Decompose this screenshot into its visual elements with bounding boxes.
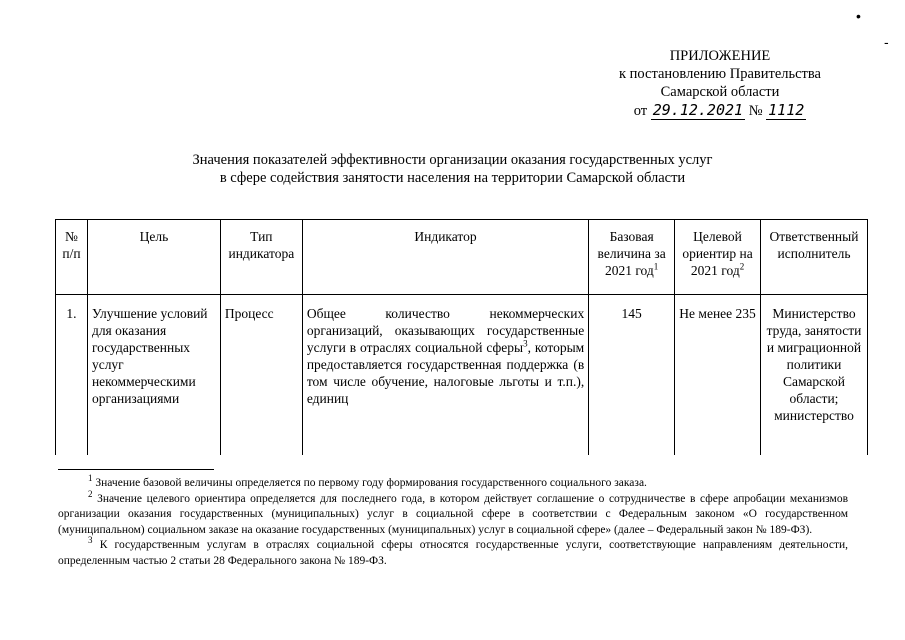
cell-goal: Улучшение условий для оказания государственных услуг некоммерческими организациями	[87, 295, 220, 456]
document-title-line-1: Значения показателей эффективности организации оказания государственных услуг	[192, 152, 713, 168]
footnote-2-text: Значение целевого ориентира определяется для последнего года, в котором действует соглашение о сотрудничестве в сфере апробации механизмов организации оказания государственных (муниципальных) услуг в социальной сфере в соответствии с Федеральным законом «О государственном (муниципальном) социальном заказе на оказание государственных (муниципальных) услуг в социальной сфере» (далее – Федеральный закон № 189-ФЗ).	[58, 492, 849, 536]
indicator-text-1: Общее количество некоммерческих организаций, оказывающих государственные услуги в отраслях социальной сферы	[306, 306, 585, 355]
document-title-line-2: в сфере содействия занятости населения на территории Самарской области	[219, 170, 686, 186]
header-base-text: Базовая величина за 2021 год	[597, 229, 666, 278]
footnote-2-sup: 2	[88, 488, 93, 499]
indicator-sup: 3	[523, 338, 528, 349]
appendix-line-2: Самарской области	[660, 84, 780, 100]
indicator-text-2: , которым предоставляется государственная поддержка (в том числе обучение, налоговые льготы и т.п.), единиц	[306, 340, 585, 406]
cell-target: Не менее 235	[675, 295, 761, 456]
table-row	[56, 295, 868, 456]
indicators-table	[55, 219, 868, 455]
footnote-3	[58, 535, 848, 569]
appendix-title: ПРИЛОЖЕНИЕ	[669, 48, 771, 64]
footnotes	[58, 473, 849, 569]
scan-mark-side: -	[884, 34, 889, 50]
cell-responsible: Министерство труда, занятости и миграционной политики Самарской области; министерство	[761, 295, 868, 456]
header-target-text: Целевой ориентир на 2021 год	[682, 229, 753, 278]
from-label: от	[633, 103, 648, 119]
header-type: Тип индикатора	[220, 220, 302, 295]
header-target	[675, 220, 761, 295]
appendix-date-line	[634, 101, 807, 120]
header-goal: Цель	[87, 220, 220, 295]
appendix-line-1: к постановлению Правительства	[619, 66, 821, 82]
header-responsible: Ответственный исполнитель	[761, 220, 868, 295]
document-title	[80, 151, 825, 187]
cell-indicator	[302, 295, 588, 456]
footnote-3-text: К государственным услугам в отраслях социальной сферы относятся государственные услуги, соответствующие направлениям деятельности, определенным частью 2 статьи 28 Федерального закона № 189-ФЗ.	[58, 539, 848, 567]
header-base	[589, 220, 675, 295]
scan-mark-top: •	[856, 8, 861, 24]
header-indicator: Индикатор	[302, 220, 588, 295]
footnote-2	[58, 488, 849, 539]
footnote-1-text: Значение базовой величины определяется по первому году формирования государственного социального заказа.	[95, 477, 647, 489]
footnote-divider	[58, 469, 214, 470]
header-num: № п/п	[56, 220, 88, 295]
header-base-sup: 1	[653, 261, 659, 272]
handwritten-number: 1112	[768, 101, 805, 119]
cell-type: Процесс	[220, 295, 302, 456]
footnote-3-sup: 3	[88, 535, 93, 546]
table-header-row	[56, 220, 868, 295]
cell-num: 1.	[56, 295, 88, 456]
appendix-block	[570, 47, 870, 120]
cell-base: 145	[589, 295, 675, 456]
header-target-sup: 2	[739, 261, 745, 272]
number-label: №	[748, 103, 763, 119]
footnote-1-sup: 1	[88, 473, 93, 484]
footnote-1	[58, 473, 848, 492]
handwritten-date: 29.12.2021	[652, 101, 744, 119]
